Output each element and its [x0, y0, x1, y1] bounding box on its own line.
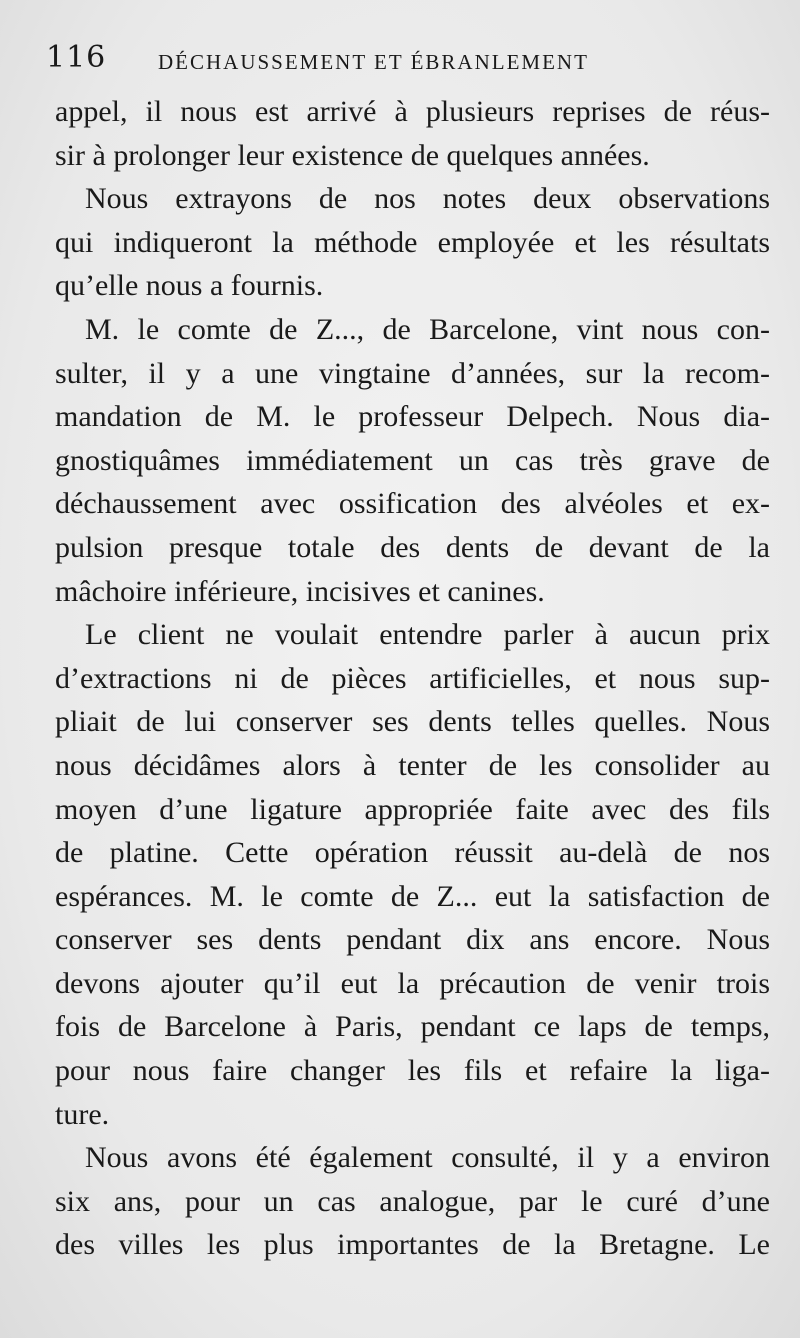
text-line: qu’elle nous a fournis. — [55, 269, 324, 303]
page-header — [46, 40, 766, 80]
text-line: pour nous faire changer les fils et refaire la liga- — [55, 1054, 770, 1088]
text-line: des villes les plus importantes de la Bretagne. Le — [55, 1228, 770, 1262]
text-line: espérances. M. le comte de Z... eut la satisfaction de — [55, 879, 770, 913]
text-line: nous décidâmes alors à tenter de les consolider au — [55, 748, 770, 782]
text-line: fois de Barcelone à Paris, pendant ce laps de temps, — [55, 1010, 770, 1044]
page-number: 116 — [46, 40, 107, 75]
text-line: moyen d’une ligature appropriée faite avec des fils — [55, 792, 770, 826]
text-line: mandation de M. le professeur Delpech. Nous dia- — [55, 400, 770, 434]
text-line: ture. — [55, 1097, 110, 1131]
text-line: gnostiquâmes immédiatement un cas très grave de — [55, 443, 770, 477]
text-line: qui indiqueront la méthode employée et les résultats — [55, 225, 770, 259]
text-line: sulter, il y a une vingtaine d’années, sur la recom- — [55, 356, 770, 390]
text-line: appel, il nous est arrivé à plusieurs reprises de réus- — [55, 95, 770, 128]
text-line: pulsion presque totale des dents de devant de la — [55, 530, 770, 564]
text-line: Nous avons été également consulté, il y a environ — [85, 1141, 770, 1175]
text-line: mâchoire inférieure, incisives et canines. — [55, 574, 545, 608]
text-line: pliait de lui conserver ses dents telles quelles. Nous — [55, 705, 770, 739]
text-line: sir à prolonger leur existence de quelques années. — [55, 138, 650, 172]
text-line: Nous extrayons de nos notes deux observations — [85, 182, 770, 216]
text-line: de platine. Cette opération réussit au-delà de nos — [55, 836, 770, 870]
text-line: six ans, pour un cas analogue, par le curé d’une — [55, 1184, 770, 1218]
text-line: M. le comte de Z..., de Barcelone, vint nous con- — [85, 312, 770, 346]
text-line: d’extractions ni de pièces artificielles, et nous sup- — [55, 661, 770, 695]
running-head: DÉCHAUSSEMENT ET ÉBRANLEMENT — [158, 50, 589, 74]
body-text — [55, 90, 770, 1267]
text-line: devons ajouter qu’il eut la précaution de venir trois — [55, 966, 770, 1000]
text-line: conserver ses dents pendant dix ans encore. Nous — [55, 923, 770, 957]
text-line: Le client ne voulait entendre parler à aucun prix — [85, 618, 770, 652]
text-line: déchaussement avec ossification des alvéoles et ex- — [55, 487, 770, 521]
